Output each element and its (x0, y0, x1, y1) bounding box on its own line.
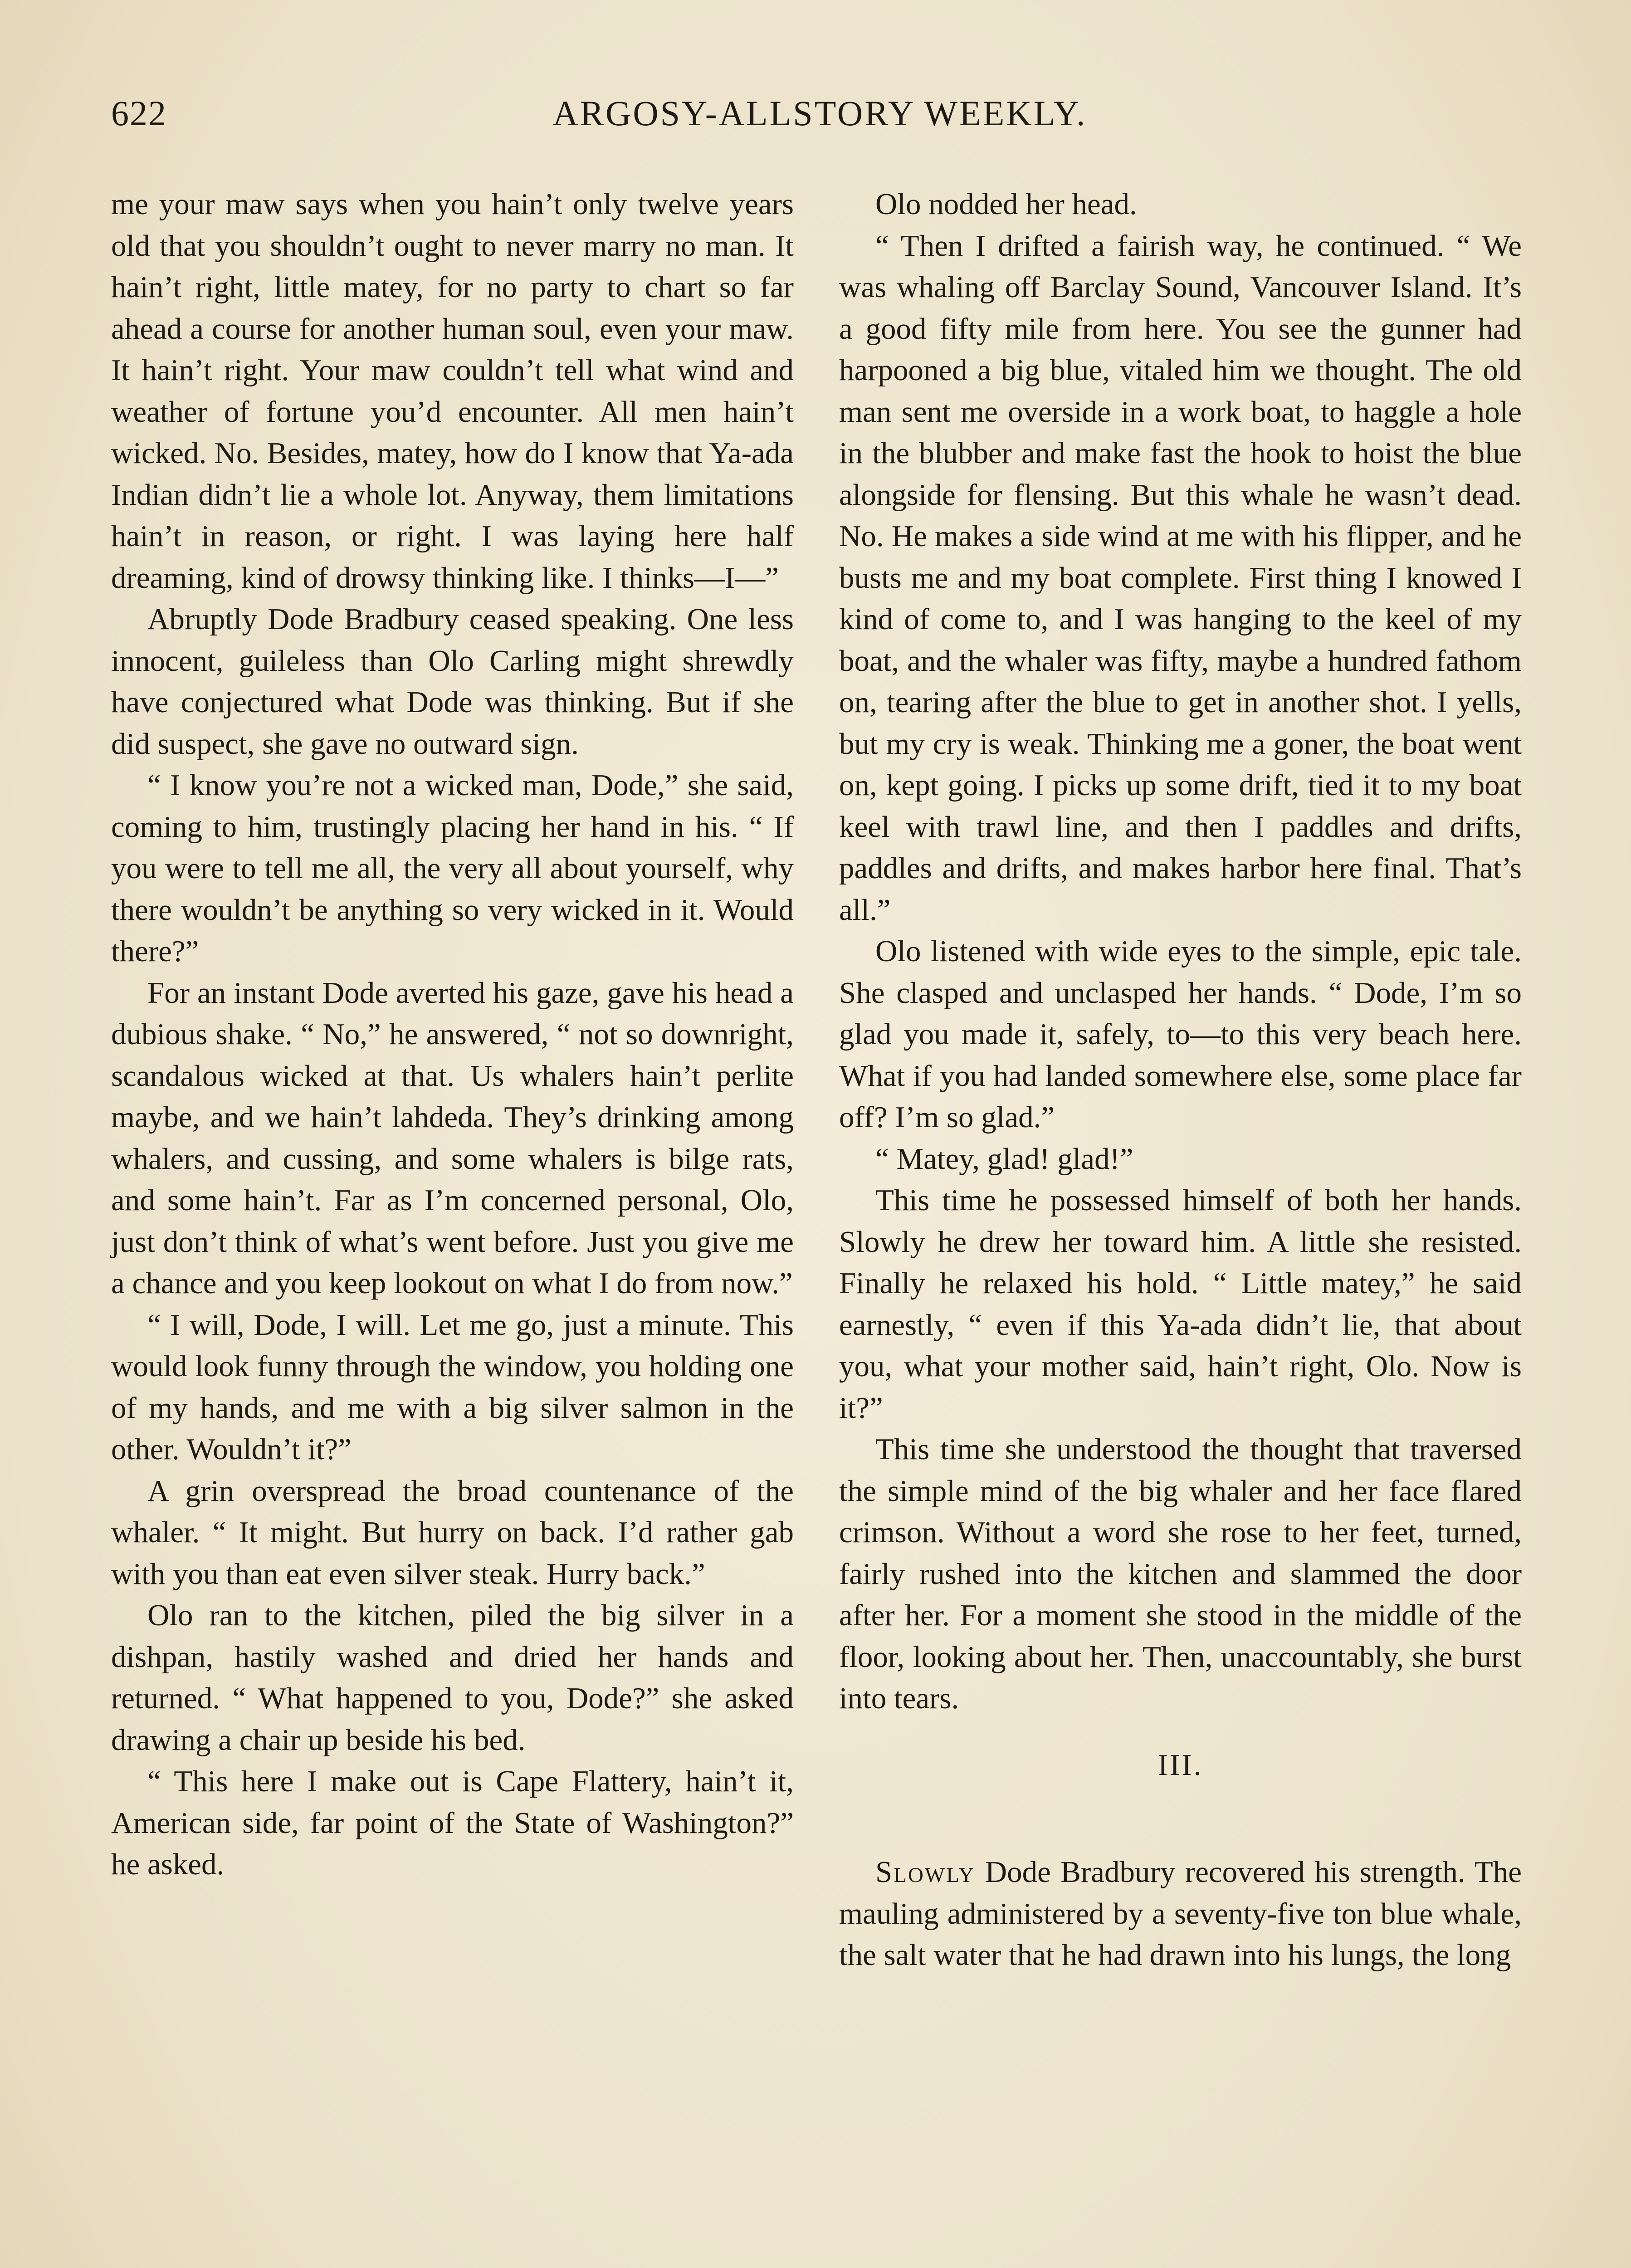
paragraph: me your maw says when you hain’t only twelve years old that you shouldn’t ought to never marry no man. It hain’t right, little matey, for no party to chart so far ahead a course for another human soul, even your maw. It hain’t right. Your maw couldn’t tell what wind and weather of fortune you’d encounter. All men hain’t wicked. No. Besides, matey, how do I know that Ya-ada Indian didn’t lie a whole lot. Anyway, them limitations hain’t in reason, or right. I was laying here half dreaming, kind of drowsy thinking like. I thinks—I—” (111, 187, 794, 595)
paragraph: Olo listened with wide eyes to the simple, epic tale. She clasped and unclasped her hands. “ Dode, I’m so glad you made it, safely, to—to this very beach here. What if you had landed somewhere else, some place far off? I’m so glad.” (839, 934, 1522, 1134)
right-column (839, 184, 1522, 1976)
page-header (111, 93, 1528, 143)
paragraph: “ This here I make out is Cape Flattery, hain’t it, American side, far point of the State of Washington?” he asked. (111, 1765, 794, 1881)
section-heading: III. (1157, 1748, 1203, 1782)
paragraph: Olo nodded her head. (875, 187, 1137, 221)
paragraph: A grin overspread the broad countenance of the whaler. “ It might. But hurry on back. I’d rather gab with you than eat even silver steak. Hurry back.” (111, 1474, 794, 1591)
paragraph: “ I will, Dode, I will. Let me go, just a minute. This would look funny through the window, you holding one of my hands, and me with a big silver salmon in the other. Wouldn’t it?” (111, 1308, 794, 1466)
opening-text: Dode Bradbury recovered his strength. The mauling administered by a seventy-five ton blue whale, the salt water that he had drawn into his lungs, the long (839, 1855, 1522, 1972)
left-column (111, 184, 794, 1886)
opening-word: Slowly (875, 1855, 976, 1889)
running-head: ARGOSY-ALLSTORY WEEKLY. (552, 93, 1087, 133)
paragraph: “ Matey, glad! glad!” (875, 1142, 1133, 1176)
paragraph: “ I know you’re not a wicked man, Dode,” she said, coming to him, trustingly placing her hand in his. “ If you were to tell me all, the very all about yourself, why there wouldn’t be anything so very wicked in it. Would there?” (111, 768, 794, 968)
paragraph: For an instant Dode averted his gaze, gave his head a dubious shake. “ No,” he answered, “ not so downright, scandalous wicked at that. Us whalers hain’t perlite maybe, and we hain’t lahdeda. They’s drinking among whalers, and cussing, and some whalers is bilge rats, and some hain’t. Far as I’m concerned personal, Olo, just don’t think of what’s went before. Just you give me a chance and you keep lookout on what I do from now.” (111, 976, 794, 1300)
paragraph: This time he possessed himself of both her hands. Slowly he drew her toward him. A little she resisted. Finally he relaxed his hold. “ Little matey,” he said earnestly, “ even if this Ya-ada didn’t lie, that about you, what your mother said, hain’t right, Olo. Now is it?” (839, 1183, 1522, 1425)
paragraph: This time she understood the thought that traversed the simple mind of the big whaler and her face flared crimson. Without a word she rose to her feet, turned, fairly rushed into the kitchen and slammed the door after her. For a moment she stood in the middle of the floor, looking about her. Then, unaccountably, she burst into tears. (839, 1432, 1522, 1715)
page-number: 622 (111, 93, 167, 133)
section-opening-paragraph (839, 1852, 1522, 1976)
paragraph: Abruptly Dode Bradbury ceased speaking. One less innocent, guileless than Olo Carling might shrewdly have conjectured what Dode was thinking. But if she did suspect, she gave no outward sign. (111, 602, 794, 761)
paragraph: Olo ran to the kitchen, piled the big silver in a dishpan, hastily washed and dried her hands and returned. “ What happened to you, Dode?” she asked drawing a chair up beside his bed. (111, 1598, 794, 1757)
paragraph: “ Then I drifted a fairish way, he continued. “ We was whaling off Barclay Sound, Vancouver Island. It’s a good fifty mile from here. You see the gunner had harpooned a big blue, vitaled him we thought. The old man sent me overside in a work boat, to haggle a hole in the blubber and make fast the hook to hoist the blue alongside for flensing. But this whale he wasn’t dead. No. He makes a side wind at me with his flipper, and he busts me and my boat complete. First thing I knowed I kind of come to, and I was hanging to the keel of my boat, and the whaler was fifty, maybe a hundred fathom on, tearing after the blue to get in another shot. I yells, but my cry is weak. Thinking me a goner, the boat went on, kept going. I picks up some drift, tied it to my boat keel with trawl line, and then I paddles and drifts, paddles and drifts, and makes harbor here final. That’s all.” (839, 229, 1522, 927)
